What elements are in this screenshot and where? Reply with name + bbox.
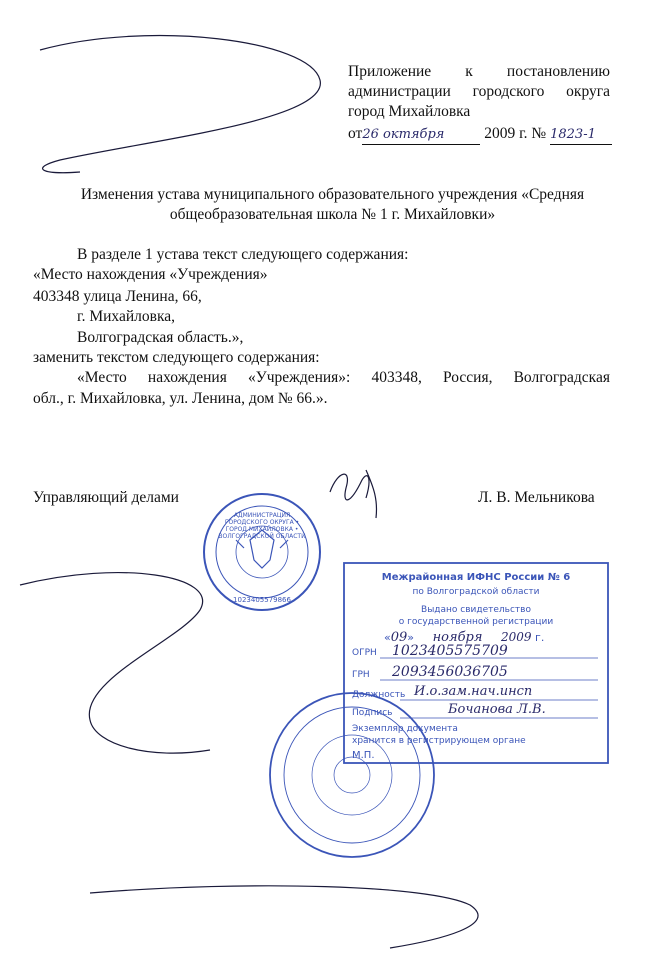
round-seal-ogrn: 1023405579866 bbox=[233, 596, 291, 604]
tax-stamp-date-month: ноября bbox=[432, 630, 483, 645]
title-line-1: Изменения устава муниципального образовательного учреждения «Средняя bbox=[80, 186, 585, 203]
body-old-line-3: г. Михайловка, bbox=[77, 308, 176, 325]
tax-stamp-sign-value: Бочанова Л.В. bbox=[448, 702, 546, 717]
body-old-line-1: «Место нахождения «Учреждения» bbox=[33, 266, 268, 283]
tax-stamp-mp: М.П. bbox=[352, 750, 375, 761]
date-year: 2009 г. № bbox=[484, 125, 547, 142]
header-line-2: администрации городского округа bbox=[348, 83, 610, 100]
header-line-3: город Михайловка bbox=[348, 103, 471, 120]
date-handwritten: 26 октября bbox=[362, 125, 480, 145]
tax-stamp-ogrn-value: 1023405575709 bbox=[392, 643, 508, 659]
pen-stroke-bottom bbox=[90, 886, 478, 948]
tax-stamp-line-1: Межрайонная ИФНС России № 6 bbox=[381, 572, 571, 583]
header-line-1: Приложение к постановлению bbox=[348, 63, 610, 80]
tax-stamp-line-3: Выдано свидетельство bbox=[421, 605, 531, 615]
round-seal-text: АДМИНИСТРАЦИЯ ГОРОДСКОГО ОКРУГА • ГОРОД МИХАЙЛОВКА • ВОЛГОГРАДСКОЙ ОБЛАСТИ bbox=[218, 512, 306, 540]
tax-stamp-line-4: о государственной регистрации bbox=[398, 617, 554, 627]
signature-name: Л. В. Мельникова bbox=[478, 489, 595, 506]
body-old-line-2: 403348 улица Ленина, 66, bbox=[33, 288, 202, 305]
body-old-line-4: Волгоградская область.», bbox=[77, 329, 244, 346]
tax-stamp-date: «09» ноября 2009 г. bbox=[384, 630, 545, 645]
signature-position: Управляющий делами bbox=[33, 489, 179, 506]
pen-stroke-top bbox=[40, 36, 320, 173]
tax-stamp-sign-label: Подпись bbox=[352, 708, 393, 718]
body-replace: заменить текстом следующего содержания: bbox=[33, 349, 320, 366]
date-line bbox=[348, 124, 612, 145]
tax-stamp-grn-value: 2093456036705 bbox=[392, 664, 508, 680]
title-line-2: общеобразовательная школа № 1 г. Михайловки» bbox=[169, 206, 496, 223]
tax-stamp-position-label: Должность bbox=[352, 690, 406, 700]
tax-stamp-line-2: по Волгоградской области bbox=[412, 587, 540, 597]
handwritten-signature bbox=[330, 470, 377, 518]
body-intro: В разделе 1 устава текст следующего содержания: bbox=[77, 246, 409, 263]
tax-stamp-grn-label: ГРН bbox=[352, 670, 370, 680]
tax-stamp-date-day: 09 bbox=[390, 630, 408, 645]
body-new-line-1: «Место нахождения «Учреждения»: 403348, Россия, Волгоградская bbox=[77, 369, 610, 386]
tax-stamp-position-value: И.о.зам.нач.инсп bbox=[414, 684, 533, 699]
tax-stamp-copy-label: Экземпляр документа bbox=[352, 724, 458, 734]
pen-stroke-mid bbox=[20, 573, 210, 754]
date-prefix: от bbox=[348, 125, 363, 142]
number-handwritten: 1823-1 bbox=[550, 125, 612, 145]
tax-stamp-ogrn-label: ОГРН bbox=[352, 648, 377, 658]
body-new-line-2: обл., г. Михайловка, ул. Ленина, дом № 66.». bbox=[33, 390, 328, 407]
tax-stamp-date-year: 2009 bbox=[501, 630, 532, 644]
tax-stamp-copy-line-2: хранится в регистрирующем органе bbox=[352, 736, 526, 746]
